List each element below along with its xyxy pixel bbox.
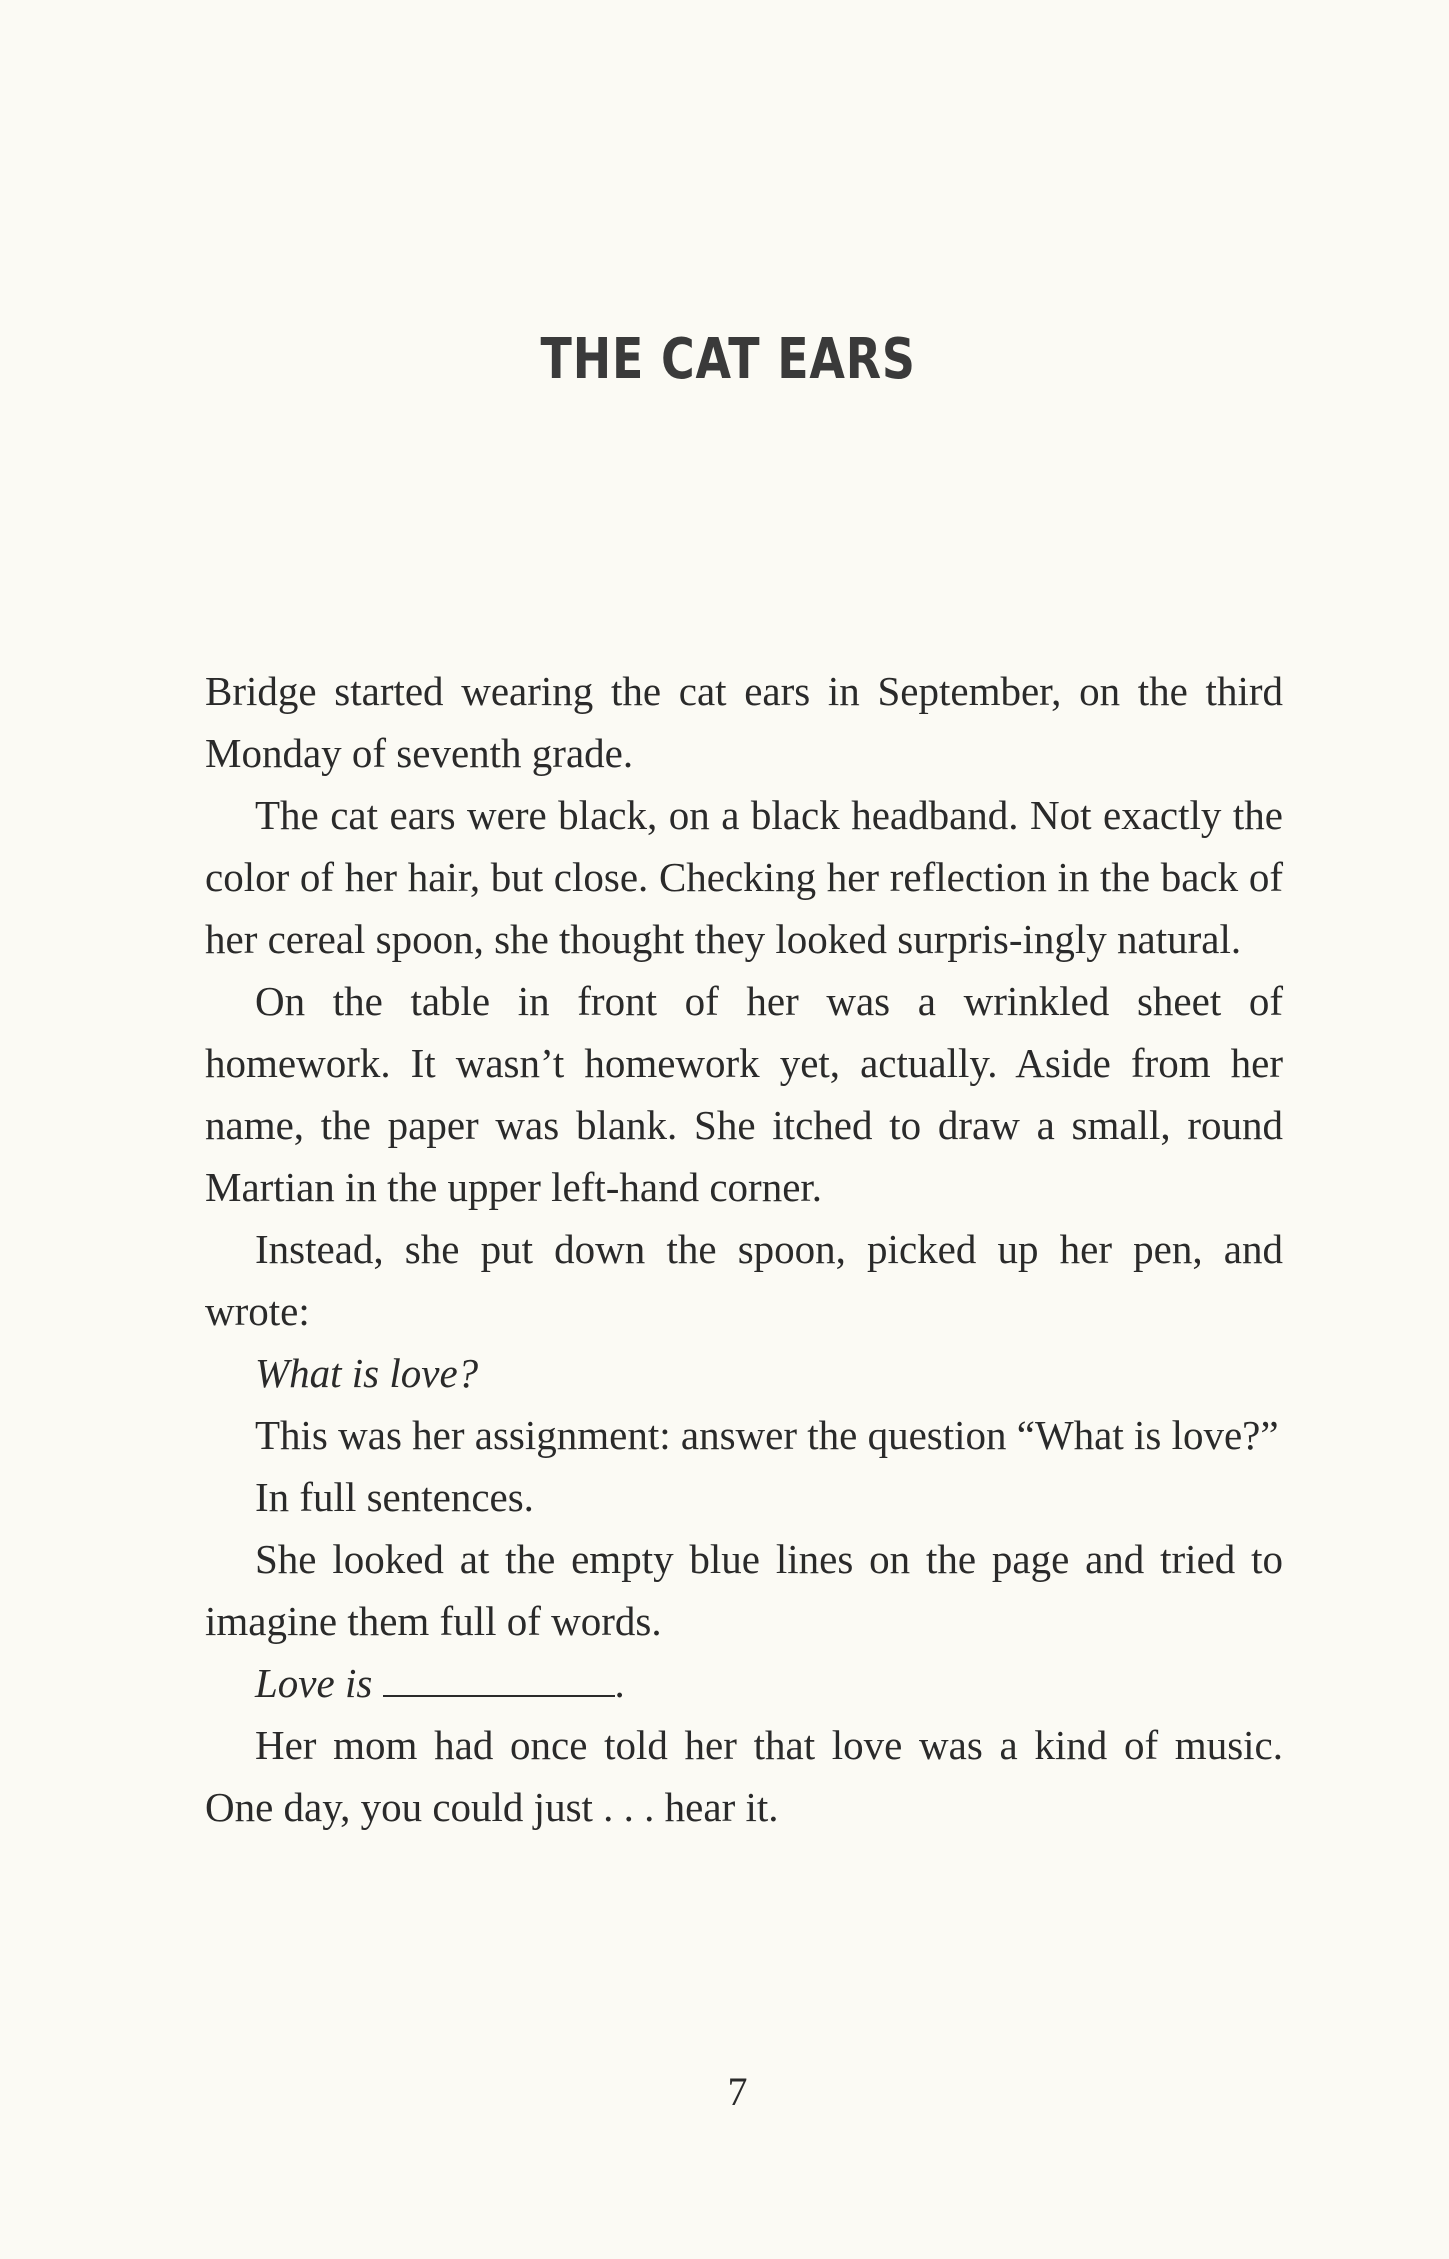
paragraph: Her mom had once told her that love was a kind of music. One day, you could just . . . hear it. [205, 1722, 1283, 1830]
paragraph: Bridge started wearing the cat ears in September, on the third Monday of seventh grade. [205, 668, 1283, 776]
paragraph-italic [205, 1652, 1283, 1714]
blank-period: . [614, 1660, 625, 1706]
paragraph: The cat ears were black, on a black headband. Not exactly the color of her hair, but close. Checking her reflection in the back of her cereal spoon, she thought they looked surpris-ingly natural. [205, 792, 1283, 962]
paragraph: She looked at the empty blue lines on the page and tried to imagine them full of words. [205, 1536, 1283, 1644]
page-number: 7 [727, 2069, 748, 2114]
italic-question: What is love? [255, 1350, 479, 1396]
chapter-title: THE CAT EARS [540, 327, 916, 392]
italic-love-is: Love is [255, 1660, 373, 1706]
paragraph: In full sentences. [255, 1474, 534, 1520]
fill-in-blank-line [383, 1665, 615, 1697]
chapter-body [205, 660, 1283, 1838]
paragraph: Instead, she put down the spoon, picked up her pen, and wrote: [205, 1226, 1283, 1334]
paragraph: On the table in front of her was a wrinkled sheet of homework. It wasn’t homework yet, actually. Aside from her name, the paper was blank. She itched to draw a small, round Martian in the upper left-hand corner. [205, 978, 1283, 1210]
paragraph: This was her assignment: answer the question “What is love?” [255, 1412, 1279, 1458]
paragraph-italic [205, 1342, 1283, 1404]
